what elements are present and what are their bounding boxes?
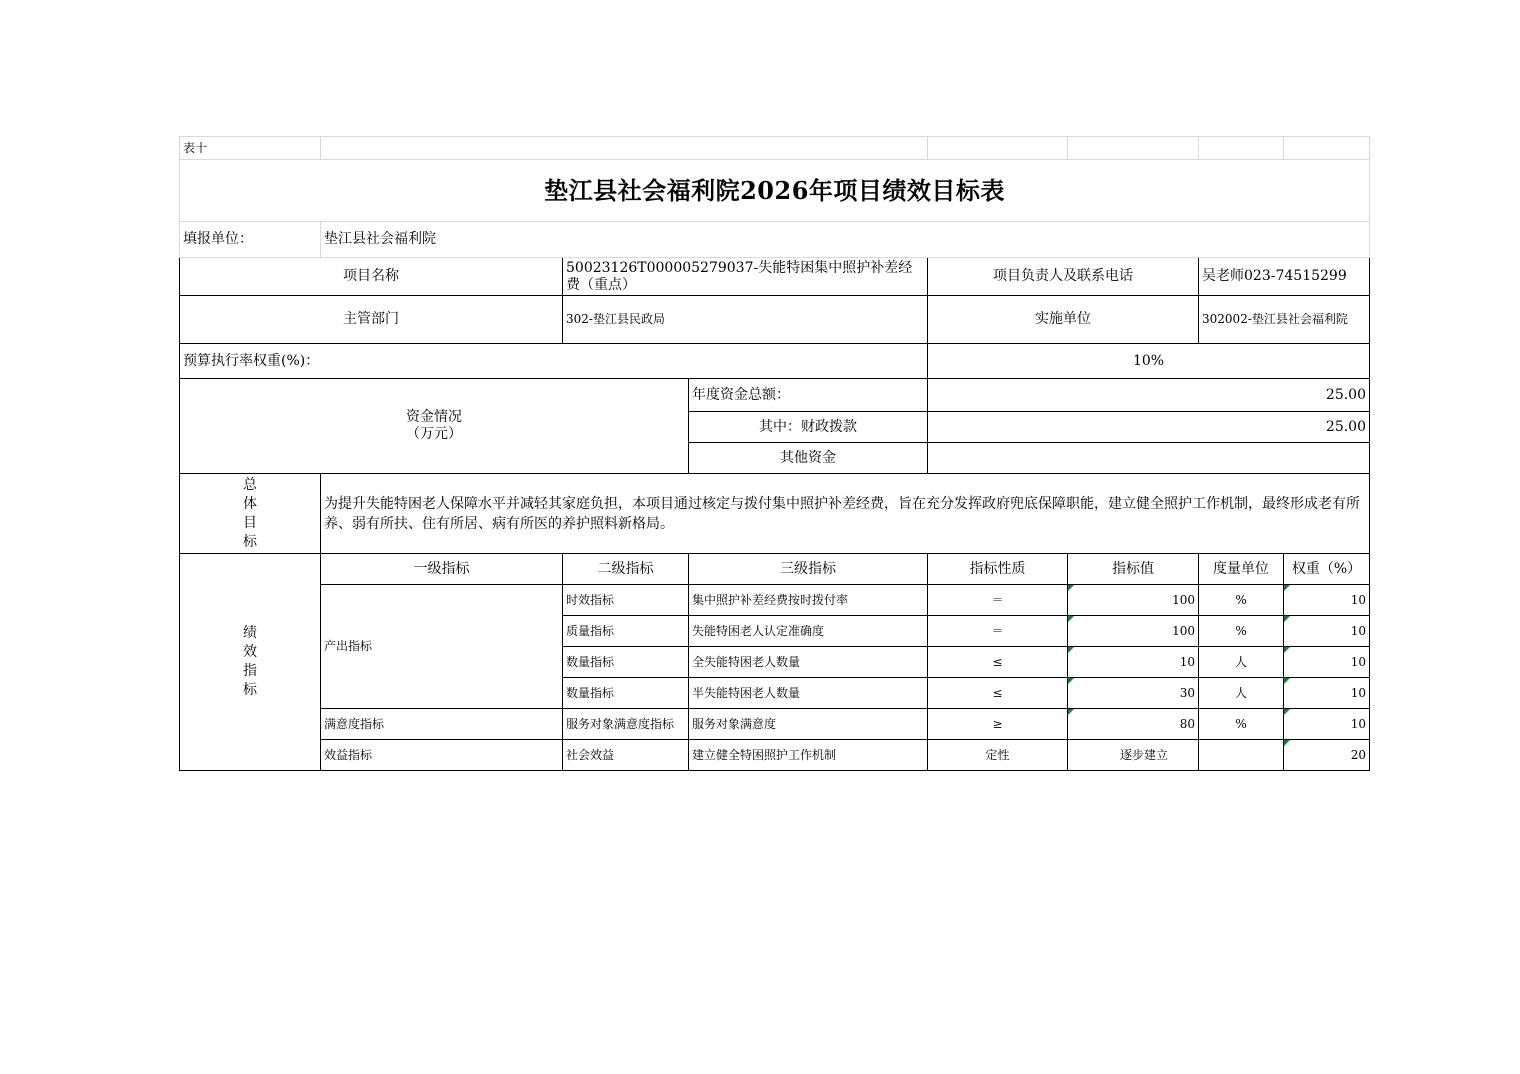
impl-unit-label: 实施单位 [928, 296, 1199, 344]
level2-cell: 质量指标 [563, 616, 689, 647]
unit-cell: 人 [1199, 678, 1284, 709]
level2-cell: 数量指标 [563, 678, 689, 709]
project-name-label: 项目名称 [180, 258, 563, 296]
weight-cell: 10 [1284, 647, 1370, 678]
weight-cell: 10 [1284, 616, 1370, 647]
project-name-value: 50023126T000005279037-失能特困集中照护补差经费（重点） [563, 258, 928, 296]
project-contact-value: 吴老师023-74515299 [1199, 258, 1370, 296]
overall-goal-label [180, 474, 321, 554]
level2-cell: 时效指标 [563, 585, 689, 616]
benefit-indicator-label: 效益指标 [321, 740, 563, 771]
perf-char-3: 指 [243, 663, 257, 679]
weight-cell: 10 [1284, 678, 1370, 709]
nature-cell: 定性 [928, 740, 1068, 771]
weight-cell: 20 [1284, 740, 1370, 771]
funds-label-line1: 资金情况 [406, 409, 462, 425]
funds-label-line2: （万元） [406, 426, 462, 442]
dept-value: 302-垫江县民政局 [563, 296, 928, 344]
budget-rate-label: 预算执行率权重(%)： [180, 344, 928, 379]
table-row [180, 585, 1370, 616]
goal-char-2: 体 [243, 495, 257, 512]
value-cell: 100 [1068, 616, 1199, 647]
level3-cell: 失能特困老人认定准确度 [689, 616, 928, 647]
goal-char-4: 标 [243, 533, 257, 550]
goal-char-3: 目 [243, 514, 257, 531]
level3-cell: 集中照护补差经费按时拨付率 [689, 585, 928, 616]
output-indicator-label: 产出指标 [321, 585, 563, 709]
header-nature: 指标性质 [928, 554, 1068, 585]
unit-cell [1199, 740, 1284, 771]
value-cell: 逐步建立 [1068, 740, 1199, 771]
level2-cell: 社会效益 [563, 740, 689, 771]
nature-cell: ≤ [928, 678, 1068, 709]
overall-goal-text: 为提升失能特困老人保障水平并减轻其家庭负担，本项目通过核定与拨付集中照护补差经费，旨在充分发挥政府兜底保障职能，建立健全照护工作机制，最终形成老有所养、弱有所扶、住有所居、病有所医的养护照料新格局。 [321, 474, 1370, 554]
perf-char-4: 标 [243, 682, 257, 698]
perf-char-1: 绩 [243, 625, 257, 641]
header-weight: 权重（%） [1284, 554, 1370, 585]
table-number: 表十 [180, 137, 321, 160]
page-title: 垫江县社会福利院2026年项目绩效目标表 [180, 160, 1370, 222]
header-level2: 二级指标 [563, 554, 689, 585]
unit-cell: 人 [1199, 647, 1284, 678]
weight-cell: 10 [1284, 585, 1370, 616]
level3-cell: 全失能特困老人数量 [689, 647, 928, 678]
header-level3: 三级指标 [689, 554, 928, 585]
satisfaction-indicator-label: 满意度指标 [321, 709, 563, 740]
filler-label: 填报单位： [180, 222, 321, 258]
header-level1: 一级指标 [321, 554, 563, 585]
value-cell: 30 [1068, 678, 1199, 709]
budget-rate-value: 10% [928, 344, 1370, 379]
funds-other-value [928, 443, 1370, 474]
impl-unit-value: 302002-垫江县社会福利院 [1199, 296, 1370, 344]
header-value: 指标值 [1068, 554, 1199, 585]
level2-cell: 数量指标 [563, 647, 689, 678]
nature-cell: ＝ [928, 585, 1068, 616]
funds-label [180, 379, 689, 474]
header-unit: 度量单位 [1199, 554, 1284, 585]
project-contact-label: 项目负责人及联系电话 [928, 258, 1199, 296]
dept-label: 主管部门 [180, 296, 563, 344]
performance-indicator-label [180, 554, 321, 771]
weight-cell: 10 [1284, 709, 1370, 740]
level3-cell: 服务对象满意度 [689, 709, 928, 740]
nature-cell: ＝ [928, 616, 1068, 647]
performance-target-table [179, 136, 1370, 771]
filler-value: 垫江县社会福利院 [321, 222, 1370, 258]
unit-cell: % [1199, 709, 1284, 740]
funds-total-value: 25.00 [928, 379, 1370, 412]
table-row [180, 740, 1370, 771]
table-row [180, 709, 1370, 740]
nature-cell: ≤ [928, 647, 1068, 678]
funds-fiscal-label: 其中：财政拨款 [689, 412, 928, 443]
nature-cell: ≥ [928, 709, 1068, 740]
level2-cell: 服务对象满意度指标 [563, 709, 689, 740]
unit-cell: % [1199, 585, 1284, 616]
funds-other-label: 其他资金 [689, 443, 928, 474]
perf-char-2: 效 [243, 644, 257, 660]
funds-fiscal-value: 25.00 [928, 412, 1370, 443]
value-cell: 80 [1068, 709, 1199, 740]
goal-char-1: 总 [243, 476, 257, 493]
funds-total-label: 年度资金总额： [689, 379, 928, 412]
value-cell: 10 [1068, 647, 1199, 678]
level3-cell: 半失能特困老人数量 [689, 678, 928, 709]
value-cell: 100 [1068, 585, 1199, 616]
level3-cell: 建立健全特困照护工作机制 [689, 740, 928, 771]
unit-cell: % [1199, 616, 1284, 647]
